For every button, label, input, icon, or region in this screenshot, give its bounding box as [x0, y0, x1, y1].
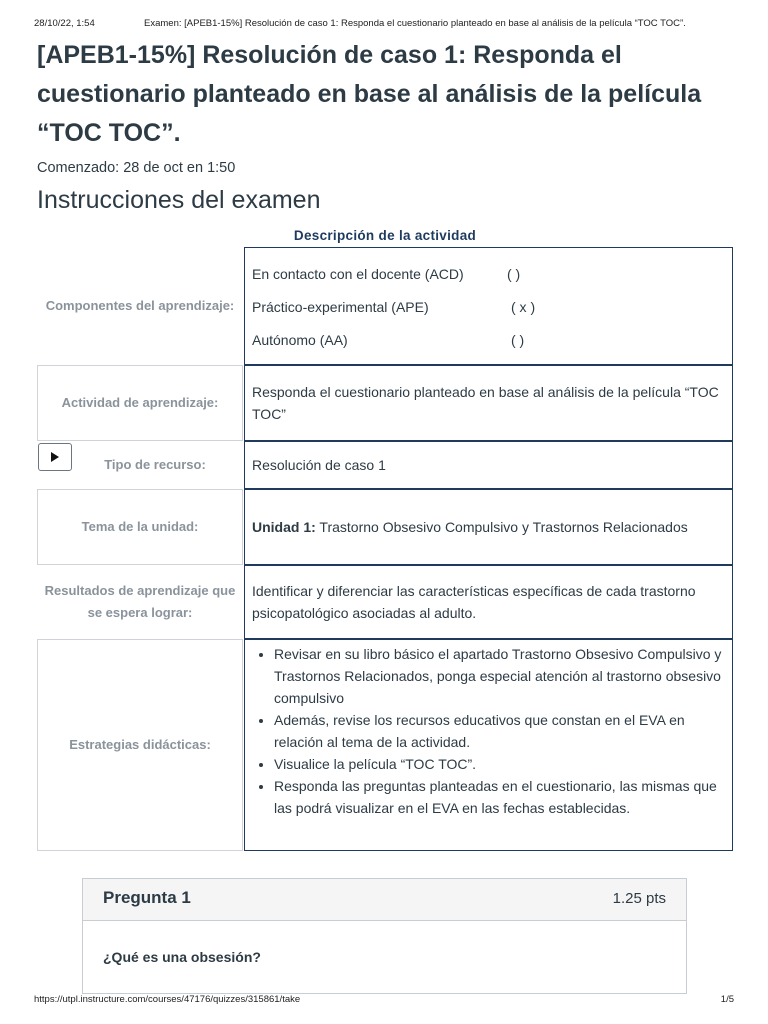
- question-name: Pregunta 1: [103, 888, 191, 907]
- started-timestamp: Comenzado: 28 de oct en 1:50: [37, 160, 236, 176]
- components-label: Componentes del aprendizaje:: [37, 247, 243, 365]
- unit-label: Tema de la unidad:: [37, 489, 243, 565]
- table-row-unit: [37, 489, 733, 565]
- component-aa-mark: ( ): [511, 332, 525, 348]
- quiz-title: [APEB1-15%] Resolución de caso 1: Responda el cuestionario planteado en base al análisis de la película “TOC TOC”.: [37, 41, 702, 147]
- print-url: https://utpl.instructure.com/courses/47176/quizzes/315861/take: [34, 994, 301, 1005]
- component-ape-label: Práctico-experimental (APE): [252, 299, 429, 315]
- component-ape-mark: ( x ): [511, 299, 536, 315]
- list-item: • Revisar en su libro básico el apartado Trastorno Obsesivo Compulsivo y Trastornos Relacionados, ponga especial atención al trastorno obsesivo compulsivo: [274, 643, 725, 709]
- play-button[interactable]: [38, 443, 72, 471]
- resource-label-cell: [37, 441, 243, 489]
- unit-prefix: Unidad 1:: [252, 519, 316, 535]
- print-page-number: 1/5: [720, 994, 734, 1005]
- list-item: • Visualice la película “TOC TOC”.: [274, 753, 725, 775]
- unit-value: [244, 489, 733, 565]
- resource-value: Resolución de caso 1: [244, 441, 733, 489]
- table-row-resource: [37, 441, 733, 489]
- components-value: [244, 247, 733, 365]
- print-title: Examen: [APEB1-15%] Resolución de caso 1: Responda el cuestionario planteado en base al análisis de la película “TOC TOC”.: [144, 18, 686, 29]
- print-date: 28/10/22, 1:54: [34, 18, 95, 29]
- resource-label: Tipo de recurso:: [104, 457, 206, 472]
- component-acd-label: En contacto con el docente (ACD): [252, 266, 464, 282]
- strategies-value: [244, 639, 733, 851]
- strategies-list: [252, 643, 725, 819]
- print-footer: [0, 994, 768, 1014]
- table-row-strategies: [37, 639, 733, 851]
- question-text: ¿Qué es una obsesión?: [103, 949, 261, 965]
- component-acd-mark: ( ): [507, 266, 521, 282]
- print-header: [0, 0, 768, 40]
- results-label: Resultados de aprendizaje que se espera lograr:: [37, 565, 243, 639]
- list-item: • Responda las preguntas planteadas en el cuestionario, las mismas que las podrá visualizar en el EVA en las fechas establecidas.: [274, 775, 725, 819]
- activity-value: Responda el cuestionario planteado en base al análisis de la película “TOC TOC”: [244, 365, 733, 441]
- table-row-results: [37, 565, 733, 639]
- activity-description-header: Descripción de la actividad: [293, 228, 477, 243]
- list-item: • Además, revise los recursos educativos que constan en el EVA en relación al tema de la actividad.: [274, 709, 725, 753]
- activity-label: Actividad de aprendizaje:: [37, 365, 243, 441]
- component-aa-label: Autónomo (AA): [252, 332, 348, 348]
- strategies-label: Estrategias didácticas:: [37, 639, 243, 851]
- play-icon: [51, 452, 59, 462]
- results-value: Identificar y diferenciar las características específicas de cada trastorno psicopatológico asociadas al adulto.: [244, 565, 733, 639]
- instructions-heading: Instrucciones del examen: [37, 186, 321, 214]
- unit-topic: Trastorno Obsesivo Compulsivo y Trastornos Relacionados: [315, 519, 688, 535]
- question-header: [83, 879, 686, 921]
- table-row-components: [37, 247, 733, 365]
- question-points: 1.25 pts: [612, 890, 666, 907]
- table-row-activity: [37, 365, 733, 441]
- question-card: [82, 878, 687, 994]
